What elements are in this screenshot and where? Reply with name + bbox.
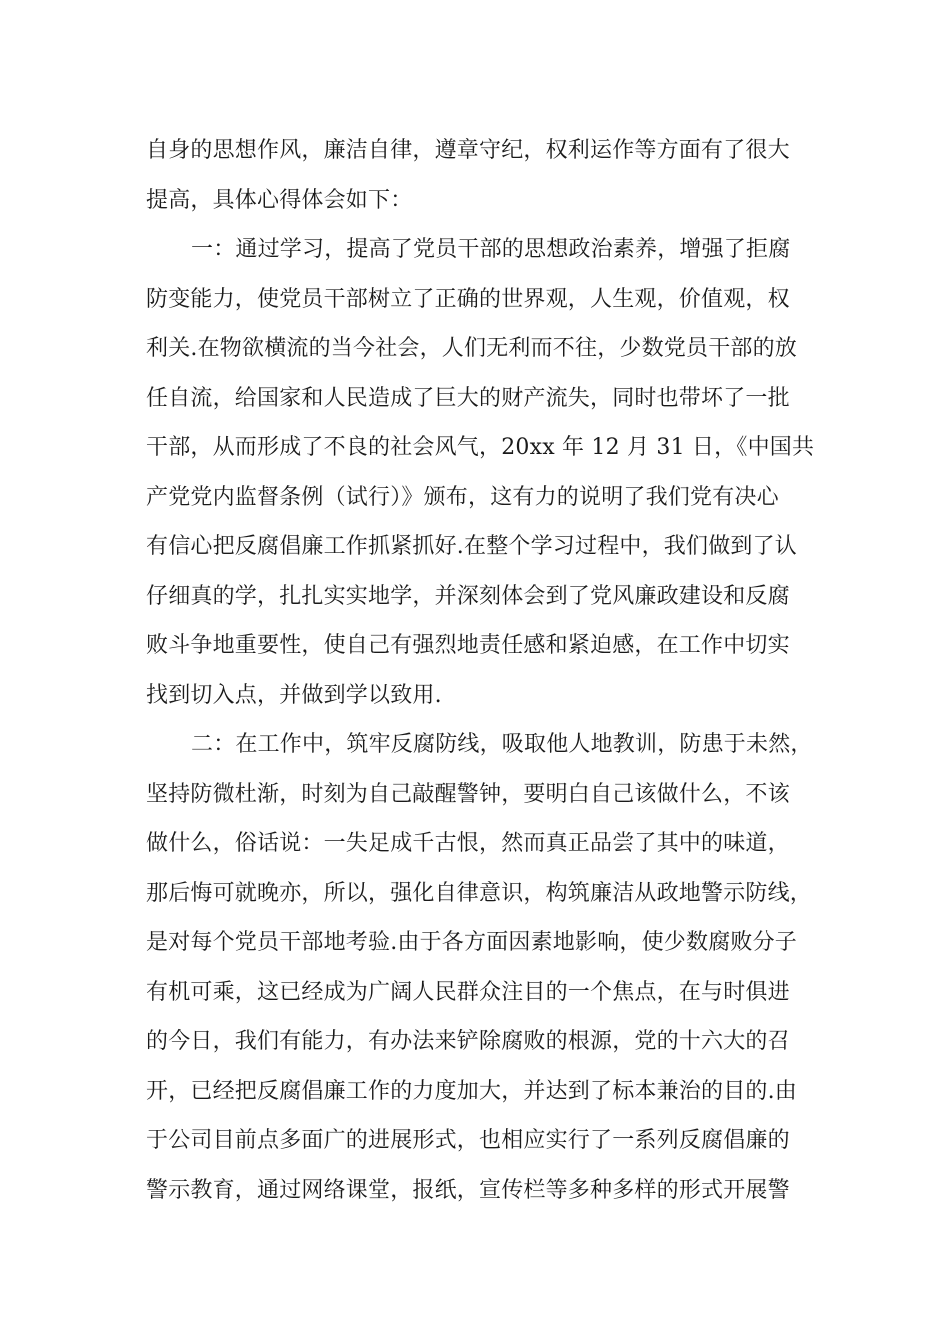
text-line: 有机可乘，这已经成为广阔人民群众注目的一个焦点，在与时俱进	[146, 979, 790, 1005]
text-line: 提高，具体心得体会如下：	[146, 187, 413, 213]
text-line: 找到切入点，并做到学以致用.	[146, 682, 442, 708]
text-line: 做什么，俗话说：一失足成千古恨，然而真正品尝了其中的味道，	[146, 831, 790, 856]
text-line: 自身的思想作风，廉洁自律，遵章守纪，权利运作等方面有了很大	[146, 138, 790, 163]
text-line: 有信心把反腐倡廉工作抓紧抓好.在整个学习过程中，我们做到了认	[146, 534, 797, 559]
paragraph-start-line: 一：通过学习，提高了党员干部的思想政治素养，增强了拒腐	[191, 237, 791, 262]
paragraph-start-line: 二：在工作中，筑牢反腐防线，吸取他人地教训，防患于未然，	[191, 732, 813, 757]
text-line: 利关.在物欲横流的当今社会，人们无利而不往，少数党员干部的放	[146, 336, 797, 361]
text-line: 防变能力，使党员干部树立了正确的世界观，人生观，价值观，权	[146, 286, 790, 312]
text-line: 于公司目前点多面广的进展形式，也相应实行了一系列反腐倡廉的	[146, 1128, 790, 1153]
text-line: 那后悔可就晚亦，所以，强化自律意识，构筑廉洁从政地警示防线，	[146, 880, 813, 906]
text-line: 是对每个党员干部地考验.由于各方面因素地影响，使少数腐败分子	[146, 930, 797, 955]
text-line: 任自流，给国家和人民造成了巨大的财产流失，同时也带坏了一批	[146, 385, 790, 411]
text-line: 产党党内监督条例（试行）》颁布，这有力的说明了我们党有决心	[146, 484, 779, 510]
text-line: 败斗争地重要性，使自己有强烈地责任感和紧迫感，在工作中切实	[146, 633, 790, 658]
text-line: 仔细真的学，扎扎实实地学，并深刻体会到了党风廉政建设和反腐	[146, 583, 790, 609]
text-line: 开，已经把反腐倡廉工作的力度加大，并达到了标本兼治的目的.由	[146, 1078, 797, 1104]
text-line: 干部，从而形成了不良的社会风气，20xx 年 12 月 31 日，《中国共	[146, 435, 815, 460]
document-body	[146, 126, 836, 1215]
text-line: 警示教育，通过网络课堂，报纸，宣传栏等多种多样的形式开展警	[146, 1177, 790, 1203]
text-line: 坚持防微杜渐，时刻为自己敲醒警钟，要明白自己该做什么，不该	[146, 781, 790, 807]
text-line: 的今日，我们有能力，有办法来铲除腐败的根源，党的十六大的召	[146, 1029, 790, 1054]
